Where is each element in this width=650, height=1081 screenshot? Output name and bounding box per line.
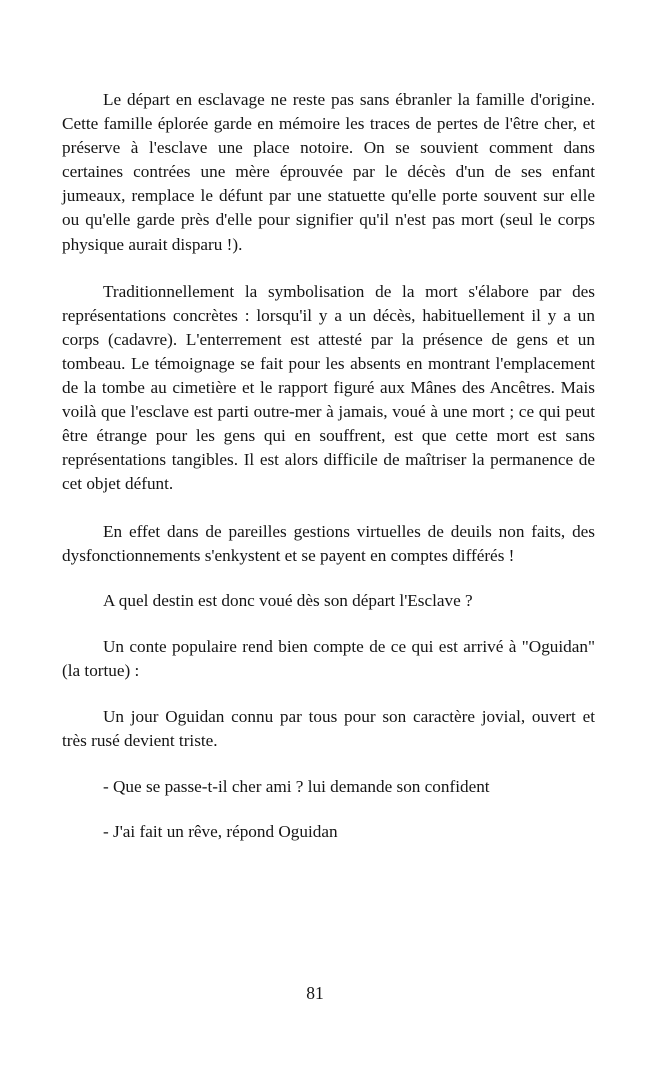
paragraph-4: A quel destin est donc voué dès son départ l'Esclave ? [103,590,473,610]
paragraph-3: En effet dans de pareilles gestions virtuelles de deuils non faits, des dysfonctionnements s'enkystent et se payent en comptes différés ! [62,521,595,565]
paragraph-2: Traditionnellement la symbolisation de la mort s'élabore par des représentations concrètes : lorsqu'il y a un décès, habituellement il y a un corps (cadavre). L'enterrement est attesté par la présence de gens et un tombeau. Le témoignage se fait pour les absents en montrant l'emplacement de la tombe au cimetière et le rapport figuré aux Mânes des Ancêtres. Mais voilà que l'esclave est parti outre-mer à jamais, voué à une mort ; ce qui peut être étrange pour les gens qui en souffrent, est que cette mort est sans représentations tangibles. Il est alors difficile de maîtriser la permanence de cet objet défunt. [62,281,595,494]
paragraph-5: Un conte populaire rend bien compte de ce qui est arrivé à "Oguidan" (la tortue) : [62,636,595,680]
paragraph-6: Un jour Oguidan connu par tous pour son caractère jovial, ouvert et très rusé devient triste. [62,706,595,751]
page-number: 81 [306,983,324,1003]
body-text [62,88,595,844]
dialogue-line-2: - J'ai fait un rêve, répond Oguidan [103,822,338,842]
paragraph-1: Le départ en esclavage ne reste pas sans ébranler la famille d'origine. Cette famille éplorée garde en mémoire les traces de pertes de l'être cher, et préserve à l'esclave une place notoire. On se souvient comment dans certaines contrées une mère éprouvée par le décès d'un de ses enfant jumeaux, remplace le défunt par une statuette qu'elle porte souvent sur elle ou qu'elle garde près d'elle pour signifier qu'il n'est pas mort (seul le corps physique aurait disparu !). [62,90,595,254]
dialogue-line-1: - Que se passe-t-il cher ami ? lui demande son confident [103,777,490,797]
